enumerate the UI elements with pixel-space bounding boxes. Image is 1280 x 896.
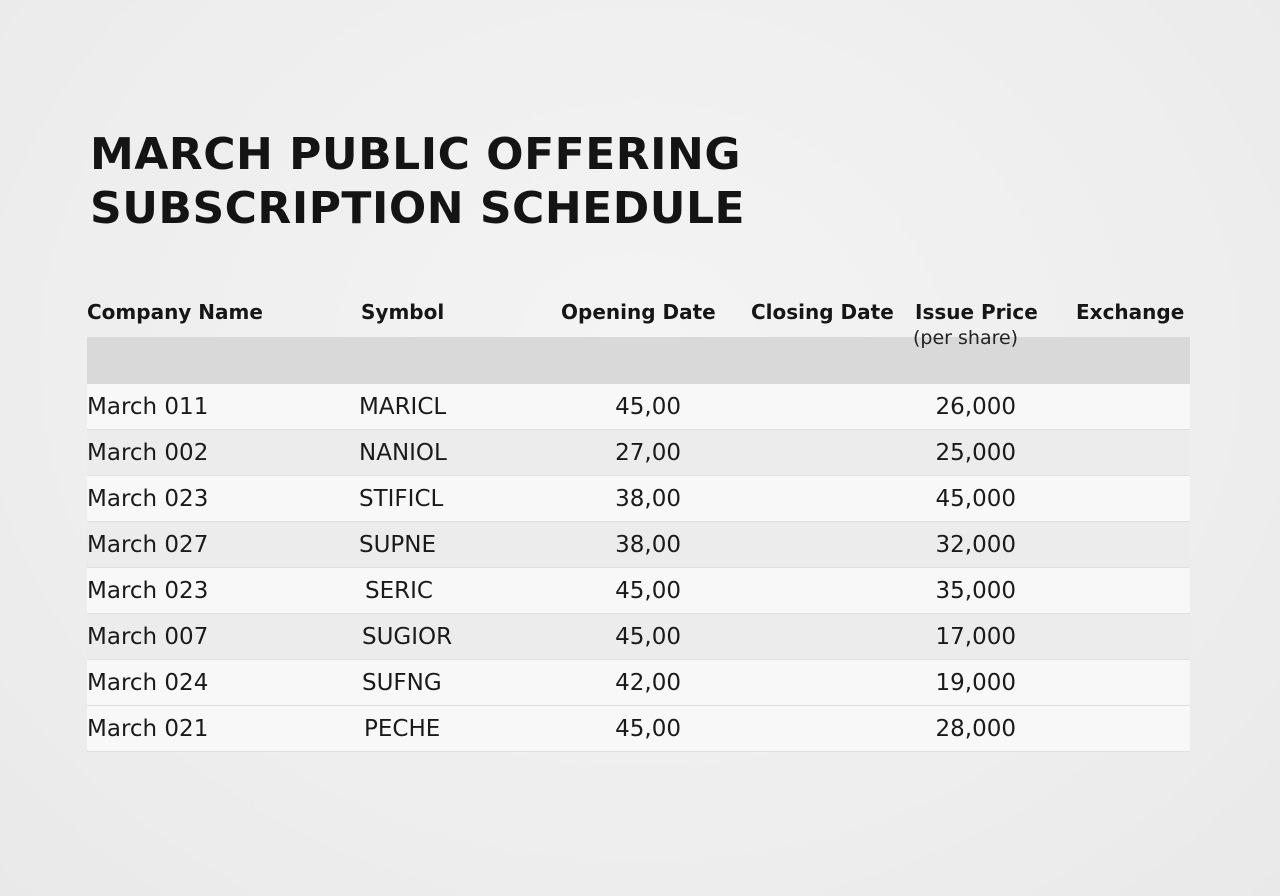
subscription-table xyxy=(87,296,1190,752)
header-issue-price: Issue Price xyxy=(915,300,1038,324)
cell-opening-date: 45,00 xyxy=(615,624,681,650)
cell-symbol: SERIC xyxy=(365,578,433,604)
header-exchange: Exchange xyxy=(1076,300,1185,324)
cell-symbol: SUPNE xyxy=(359,532,437,558)
cell-symbol: PECHE xyxy=(364,716,441,742)
table-row xyxy=(87,522,1190,568)
cell-opening-date: 38,00 xyxy=(615,532,681,558)
cell-issue-price: 17,000 xyxy=(935,624,1016,650)
cell-company: March 024 xyxy=(87,670,209,696)
cell-opening-date: 38,00 xyxy=(615,486,681,512)
table-row xyxy=(87,568,1190,614)
cell-issue-price: 28,000 xyxy=(935,716,1016,742)
cell-opening-date: 27,00 xyxy=(615,440,681,466)
header-company-name: Company Name xyxy=(87,300,263,324)
cell-issue-price: 35,000 xyxy=(935,578,1016,604)
header-band xyxy=(87,337,1190,384)
cell-symbol: NANIOL xyxy=(359,440,447,466)
table-row xyxy=(87,476,1190,522)
cell-opening-date: 45,00 xyxy=(615,578,681,604)
cell-symbol: SUFNG xyxy=(362,670,442,696)
table-row xyxy=(87,614,1190,660)
table-row xyxy=(87,384,1190,430)
cell-company: March 023 xyxy=(87,486,209,512)
cell-symbol: SUGIOR xyxy=(362,624,453,650)
cell-issue-price: 45,000 xyxy=(935,486,1016,512)
cell-opening-date: 42,00 xyxy=(615,670,681,696)
header-issue-price-sub: (per share) xyxy=(913,327,1019,349)
cell-issue-price: 25,000 xyxy=(935,440,1016,466)
cell-company: March 023 xyxy=(87,578,209,604)
page-title xyxy=(90,128,790,236)
cell-symbol: STIFICL xyxy=(359,486,444,512)
table-row xyxy=(87,430,1190,476)
cell-company: March 011 xyxy=(87,394,209,420)
table-row xyxy=(87,706,1190,752)
table-header xyxy=(87,296,1190,384)
cell-issue-price: 32,000 xyxy=(935,532,1016,558)
header-opening-date: Opening Date xyxy=(561,300,716,324)
cell-company: March 002 xyxy=(87,440,209,466)
cell-issue-price: 19,000 xyxy=(935,670,1016,696)
table-body xyxy=(87,384,1190,752)
table-row xyxy=(87,660,1190,706)
cell-company: March 021 xyxy=(87,716,209,742)
header-closing-date: Closing Date xyxy=(751,300,894,324)
title-line-2: SUBSCRIPTION SCHEDULE xyxy=(90,183,746,234)
cell-symbol: MARICL xyxy=(359,394,447,420)
title-line-1: MARCH PUBLIC OFFERING xyxy=(90,129,741,180)
cell-opening-date: 45,00 xyxy=(615,716,681,742)
cell-opening-date: 45,00 xyxy=(615,394,681,420)
cell-company: March 027 xyxy=(87,532,209,558)
header-symbol: Symbol xyxy=(361,300,445,324)
cell-issue-price: 26,000 xyxy=(935,394,1016,420)
cell-company: March 007 xyxy=(87,624,209,650)
